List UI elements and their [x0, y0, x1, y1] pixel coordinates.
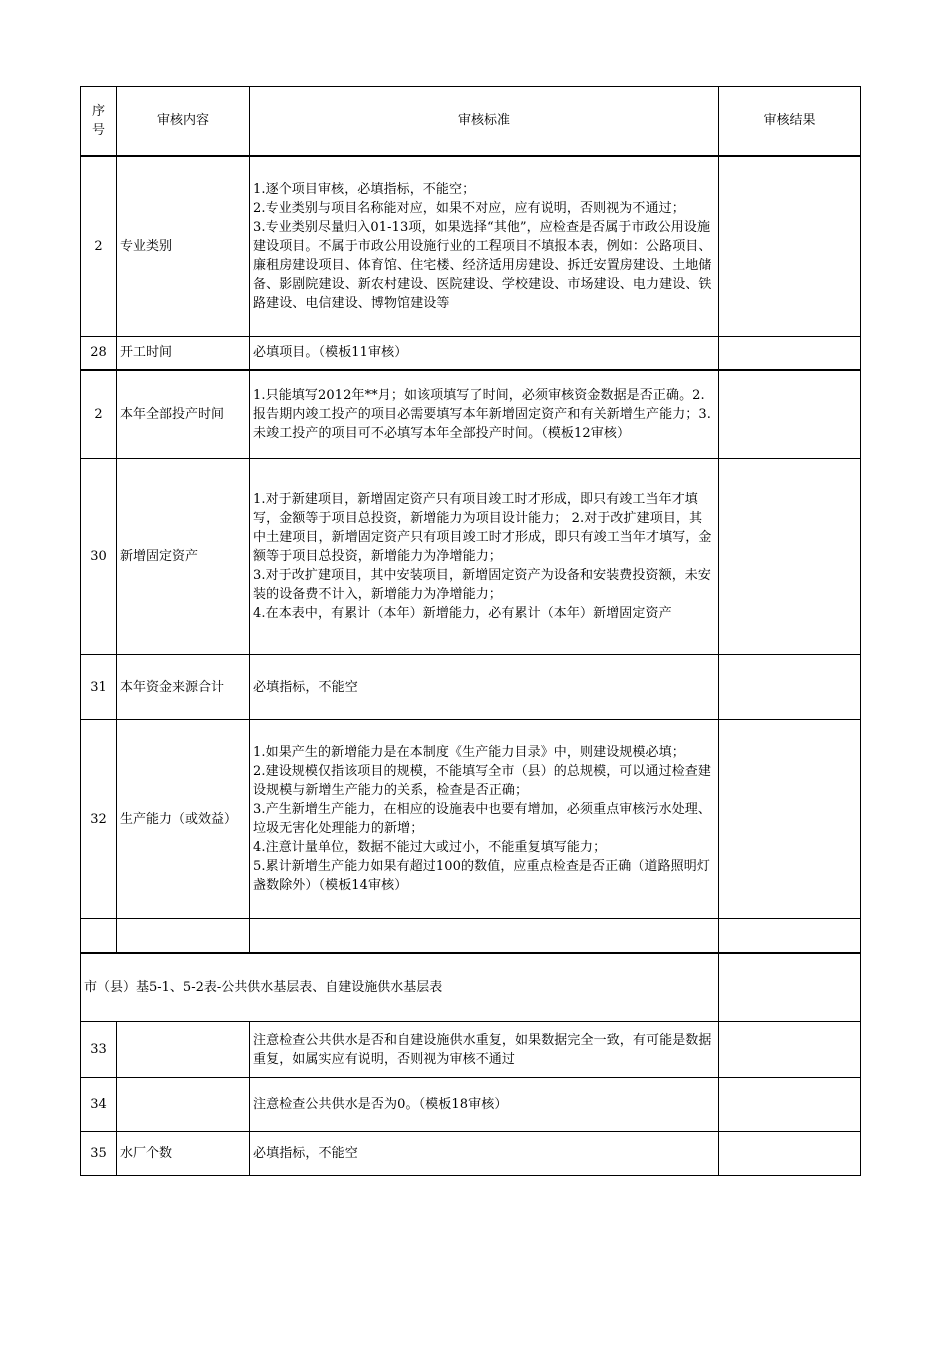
row-item	[117, 1022, 250, 1078]
row-result[interactable]	[719, 156, 861, 337]
row-result[interactable]	[719, 720, 861, 919]
row-result[interactable]	[719, 919, 861, 953]
row-no: 32	[81, 720, 117, 919]
section-title: 市（县）基5-1、5-2表-公共供水基层表、自建设施供水基层表	[81, 953, 719, 1022]
row-result[interactable]	[719, 1078, 861, 1132]
table-header-row	[81, 87, 861, 156]
row-no: 34	[81, 1078, 117, 1132]
row-standard: 注意检查公共供水是否和自建设施供水重复，如果数据完全一致，有可能是数据重复，如属实应有说明，否则视为审核不通过	[250, 1022, 719, 1078]
row-no: 30	[81, 459, 117, 655]
table-row	[81, 1078, 861, 1132]
row-no: 35	[81, 1132, 117, 1176]
audit-standards-table	[80, 86, 861, 1176]
row-result[interactable]	[719, 459, 861, 655]
row-standard: 注意检查公共供水是否为0。（模板18审核）	[250, 1078, 719, 1132]
row-result[interactable]	[719, 655, 861, 720]
table-row	[81, 337, 861, 370]
row-standard: 1.对于新建项目，新增固定资产只有项目竣工时才形成，即只有竣工当年才填写，金额等于项目总投资，新增能力为项目设计能力； 2.对于改扩建项目，其中土建项目，新增固定资产只有项目竣工时才形成，即只有竣工当年才填写，金额等于项目总投资，新增能力为净增能力； 3.对于改扩建项目，其中安装项目，新增固定资产为设备和安装费投资额，未安装的设备费不计入，新增能力为净增能力； 4.在本表中，有累计（本年）新增能力，必有累计（本年）新增固定资产	[250, 459, 719, 655]
header-standard: 审核标准	[250, 87, 719, 156]
row-no: 33	[81, 1022, 117, 1078]
row-item: 专业类别	[117, 156, 250, 337]
row-item: 开工时间	[117, 337, 250, 370]
row-no: 31	[81, 655, 117, 720]
table-row	[81, 156, 861, 337]
row-no	[81, 919, 117, 953]
row-no: 28	[81, 337, 117, 370]
row-no: 2	[81, 370, 117, 459]
row-result[interactable]	[719, 1132, 861, 1176]
row-result[interactable]	[719, 1022, 861, 1078]
table-row	[81, 459, 861, 655]
row-result[interactable]	[719, 370, 861, 459]
row-standard: 必填指标，不能空	[250, 655, 719, 720]
row-item: 本年资金来源合计	[117, 655, 250, 720]
row-item	[117, 919, 250, 953]
section-row	[81, 953, 861, 1022]
row-standard: 必填指标，不能空	[250, 1132, 719, 1176]
section-result	[719, 953, 861, 1022]
row-standard: 1.只能填写2012年**月；如该项填写了时间，必须审核资金数据是否正确。2.报告期内竣工投产的项目必需要填写本年新增固定资产和有关新增生产能力；3.未竣工投产的项目可不必填写本年全部投产时间。（模板12审核）	[250, 370, 719, 459]
row-standard: 1.如果产生的新增能力是在本制度《生产能力目录》中，则建设规模必填； 2.建设规模仅指该项目的规模，不能填写全市（县）的总规模，可以通过检查建设规模与新增生产能力的关系，检查是否正确； 3.产生新增生产能力，在相应的设施表中也要有增加，必须重点审核污水处理、垃圾无害化处理能力的新增； 4.注意计量单位，数据不能过大或过小，不能重复填写能力； 5.累计新增生产能力如果有超过100的数值，应重点检查是否正确（道路照明灯盏数除外）（模板14审核）	[250, 720, 719, 919]
row-result[interactable]	[719, 337, 861, 370]
header-item: 审核内容	[117, 87, 250, 156]
table-row	[81, 720, 861, 919]
row-standard: 1.逐个项目审核，必填指标，不能空； 2.专业类别与项目名称能对应，如果不对应，应有说明，否则视为不通过； 3.专业类别尽量归入01-13项，如果选择“其他”，应检查是否属于市政公用设施建设项目。不属于市政公用设施行业的工程项目不填报本表，例如：公路项目、廉租房建设项目、体育馆、住宅楼、经济适用房建设、拆迁安置房建设、土地储备、影剧院建设、新农村建设、医院建设、学校建设、市场建设、电力建设、铁路建设、电信建设、博物馆建设等	[250, 156, 719, 337]
table-row	[81, 1022, 861, 1078]
table-row-empty	[81, 919, 861, 953]
row-item	[117, 1078, 250, 1132]
table-row	[81, 1132, 861, 1176]
row-standard	[250, 919, 719, 953]
row-item: 新增固定资产	[117, 459, 250, 655]
header-no: 序号	[81, 87, 117, 156]
table-row	[81, 655, 861, 720]
row-standard: 必填项目。（模板11审核）	[250, 337, 719, 370]
row-item: 本年全部投产时间	[117, 370, 250, 459]
table-row	[81, 370, 861, 459]
row-item: 水厂个数	[117, 1132, 250, 1176]
row-no: 2	[81, 156, 117, 337]
header-result: 审核结果	[719, 87, 861, 156]
row-item: 生产能力（或效益）	[117, 720, 250, 919]
